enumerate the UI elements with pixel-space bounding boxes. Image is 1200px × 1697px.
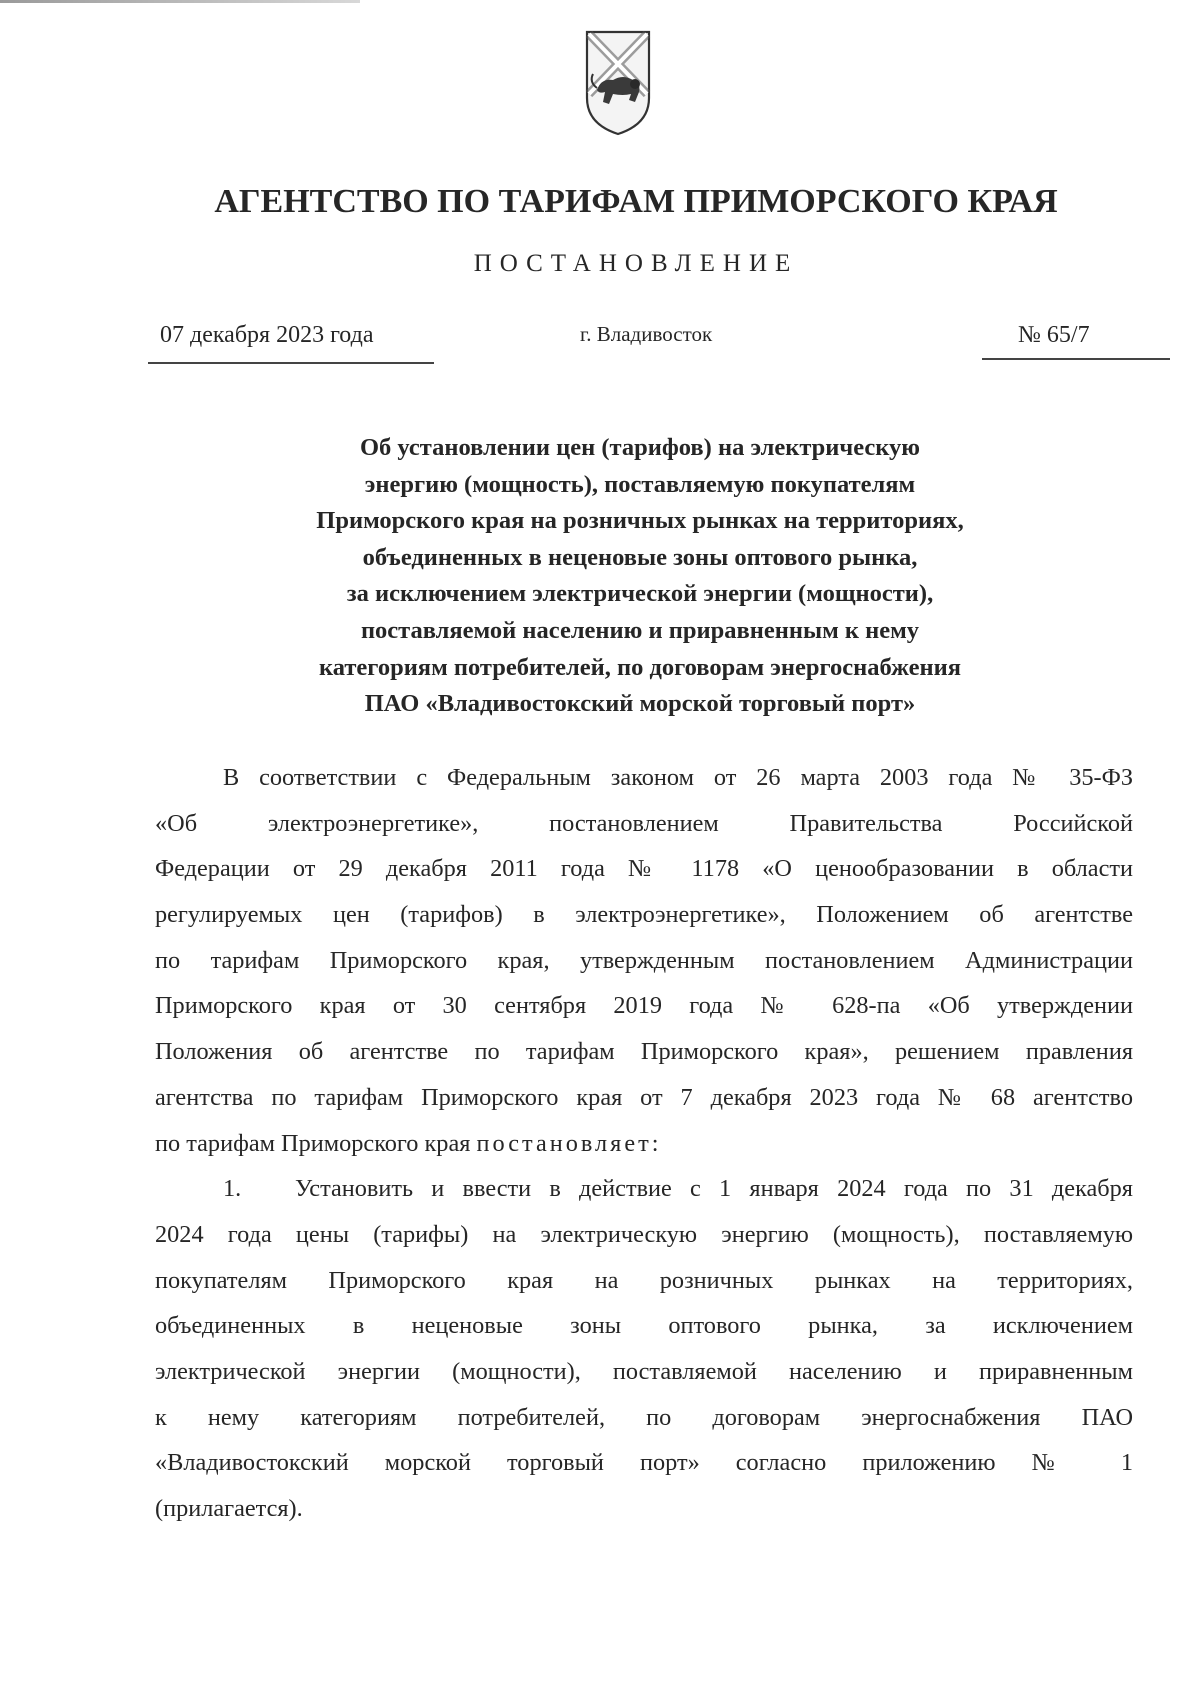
- document-body: [155, 755, 1133, 1532]
- document-date: 07 декабря 2023 года: [160, 322, 374, 348]
- preamble-closing-line: [155, 1121, 1133, 1167]
- item-1-first-line: [155, 1166, 1133, 1212]
- title-line: ПАО «Владивостокский морской торговый порт»: [364, 690, 916, 718]
- preamble-line: по тарифам Приморского края, утвержденным постановлением Администрации: [155, 946, 1133, 974]
- title-line: энергию (мощность), поставляемую покупателям: [364, 470, 916, 498]
- coat-of-arms-emblem-icon: [583, 28, 653, 138]
- title-line: категориям потребителей, по договорам энергоснабжения: [319, 653, 961, 681]
- preamble-line: Приморского края от 30 сентября 2019 года № 628-па «Об утверждении: [155, 992, 1133, 1020]
- number-underline: [982, 358, 1170, 360]
- document-city: г. Владивосток: [580, 322, 713, 346]
- document-type: ПОСТАНОВЛЕНИЕ: [473, 250, 799, 277]
- item-1-line: электрической энергии (мощности), поставляемой населению и приравненным: [155, 1357, 1133, 1385]
- title-line: за исключением электрической энергии (мощности),: [346, 580, 934, 608]
- preamble-closing-text: по тарифам Приморского края: [155, 1129, 471, 1157]
- title-line: Приморского края на розничных рынках на территориях,: [316, 507, 964, 535]
- preamble-line: Федерации от 29 декабря 2011 года № 1178 «О ценообразовании в области: [155, 855, 1133, 883]
- item-1-line: (прилагается).: [155, 1495, 303, 1522]
- item-1-line: покупателям Приморского края на розничных рынках на территориях,: [155, 1266, 1133, 1294]
- item-1-line: объединенных в неценовые зоны оптового рынка, за исключением: [155, 1312, 1133, 1340]
- preamble-line: В соответствии с Федеральным законом от 26 марта 2003 года № 35-ФЗ: [223, 764, 1133, 791]
- resolves-word: постановляет:: [476, 1129, 662, 1157]
- item-1-line: 2024 года цены (тарифы) на электрическую энергию (мощность), поставляемую: [155, 1220, 1133, 1248]
- title-line: поставляемой населению и приравненным к нему: [360, 616, 920, 644]
- title-line: Об установлении цен (тарифов) на электрическую: [359, 434, 921, 461]
- preamble-line: агентства по тарифам Приморского края от 7 декабря 2023 года № 68 агентство: [155, 1083, 1133, 1111]
- document-title: [150, 430, 1130, 723]
- scan-edge-line: [0, 0, 360, 3]
- agency-name: АГЕНТСТВО ПО ТАРИФАМ ПРИМОРСКОГО КРАЯ: [214, 183, 1058, 220]
- item-1-line: к нему категориям потребителей, по договорам энергоснабжения ПАО: [155, 1403, 1133, 1431]
- preamble-line: Положения об агентстве по тарифам Приморского края», решением правления: [155, 1038, 1133, 1066]
- preamble-line: регулируемых цен (тарифов) в электроэнергетике», Положением об агентстве: [155, 901, 1133, 929]
- item-1-number: 1.: [223, 1175, 242, 1203]
- item-1-line: «Владивостокский морской торговый порт» согласно приложению № 1: [155, 1449, 1133, 1477]
- date-underline: [148, 362, 434, 364]
- preamble-line: «Об электроэнергетике», постановлением Правительства Российской: [155, 809, 1133, 837]
- item-1-first-text: Установить и ввести в действие с 1 января 2024 года по 31 декабря: [295, 1175, 1133, 1203]
- title-line: объединенных в неценовые зоны оптового рынка,: [362, 543, 918, 571]
- document-number: № 65/7: [1018, 322, 1090, 348]
